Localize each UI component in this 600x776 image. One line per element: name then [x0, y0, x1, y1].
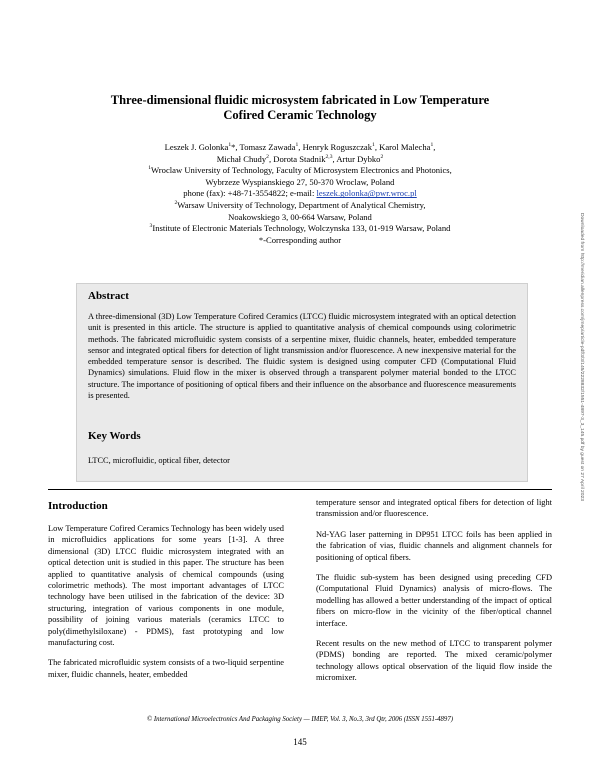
- column-right: [316, 497, 552, 693]
- paragraph: Recent results on the new method of LTCC to transparent polymer (PDMS) bonding are reported. The mixed ceramic/polymer technology allows optical observation of the liquid flow inside the micromixer.: [316, 639, 552, 683]
- contact-line: phone (fax): +48-71-3554822; e-mail: leszek.golonka@pwr.wroc.pl: [183, 188, 417, 199]
- paragraph: Low Temperature Cofired Ceramics Technology has been widely used in microfluidics applications for some years [1-3]. A three dimensional (3D) LTCC fluidic microsystem integrated with an optical detection unit is studied in this paper. The structure has been applied to quantitative analysis of chemical compounds (using colorimetric methods). The most important advantages of LTCC technology have been utilised in the fabrication of the device: 3D structuring, integration of various components in one module, possibility of joining various materials (ceramics LTCC to poly(dimethylsiloxane) - PDMS), fast prototyping and low manufacturing cost.: [48, 524, 284, 648]
- affiliation-1-address: Wybrzeze Wyspianskiego 27, 50-370 Wroclaw, Poland: [205, 176, 395, 187]
- affiliation-2-address: Noakowskiego 3, 00-664 Warsaw, Poland: [228, 211, 372, 222]
- affiliation-3: $^3$Institute of Electronic Materials Technology, Wolczynska 133, 01-919 Warsaw, Poland: [149, 223, 451, 234]
- introduction-heading: Introduction: [48, 500, 108, 512]
- keywords-text: LTCC, microfluidic, optical fiber, detector: [88, 456, 230, 465]
- author-line-1: Leszek J. Golonka$^1$*, Tomasz Zawada$^1$, Henryk Roguszczak$^1$, Karol Malecha$^1$,: [164, 142, 436, 152]
- paragraph: temperature sensor and integrated optical fibers for detection of light transmission and/or fluorescence.: [316, 498, 552, 519]
- abstract-heading: Abstract: [88, 290, 129, 302]
- keywords-heading: Key Words: [88, 430, 141, 442]
- paragraph: The fluidic sub-system has been designed using preceding CFD (Computational Fluid Dynamics) analysis of micro-flows. The modelling has allowed a better understanding of the impact of optical fibers on micro-flow in the vicinity of the fiber/optical channel interface.: [316, 573, 552, 628]
- author-line-2: Michał Chudy$^2$, Dorota Stadnik$^{2,3}$, Artur Dybko$^2$: [216, 153, 384, 164]
- affiliation-2: $^2$Warsaw University of Technology, Department of Analytical Chemistry,: [174, 199, 426, 210]
- abstract-text: A three-dimensional (3D) Low Temperature Cofired Ceramics (LTCC) fluidic microsystem integrated with an optical detection unit is presented in this article. The structure is applied to quantitative analysis of chemical compounds using colorimetric methods. The fabricated microfluidic system consists of a serpentine mixer, fluidic channels, heater, embedded temperature sensor and integrated optical fibers for detection of light transmission and/or fluorescence. A new inexpensive material for the embedded temperature sensor is described. The fluidic system is designed using computer CFD (Computational Fluid Dynamics) simulations. Fluid flow in the mixer is observed through a transparent polymer material bonded to the LTCC structure. The importance of positioning of optical fibers and their influence on the absorbance and fluorescence measurements is presented.: [88, 312, 516, 401]
- paper-title: [60, 93, 540, 123]
- download-sidebar: Downloaded from http://meridian.allenpress.com/jmep/article-pdf/3/3/145/2228832/1551-4897-3_3_145.pdf by guest on 27 April 2023: [579, 213, 584, 501]
- author-block: [80, 142, 520, 246]
- paragraph: The fabricated microfluidic system consists of a two-liquid serpentine mixer, fluidic channels, heater, embedded: [48, 658, 284, 679]
- journal-footer: © International Microelectronics And Packaging Society — IMEP, Vol. 3, No.3, 3rd Qtr, 2006 (ISSN 1551-4897): [146, 716, 453, 723]
- column-left: [48, 523, 284, 689]
- section-divider: [48, 489, 552, 490]
- page-number: 145: [293, 737, 307, 747]
- title-line-2: Cofired Ceramic Technology: [223, 108, 377, 122]
- corresponding-author: *-Corresponding author: [258, 234, 342, 245]
- affiliation-1: $^1$Wroclaw University of Technology, Faculty of Microsystem Electronics and Photonics,: [148, 165, 452, 176]
- title-line-1: Three-dimensional fluidic microsystem fabricated in Low Temperature: [110, 93, 490, 107]
- paragraph: Nd-YAG laser patterning in DP951 LTCC foils has been applied in the fabrication of vias, fluidic channels and alignment channels for positioning of optical fibers.: [316, 529, 552, 562]
- email-link[interactable]: leszek.golonka@pwr.wroc.pl: [316, 188, 417, 199]
